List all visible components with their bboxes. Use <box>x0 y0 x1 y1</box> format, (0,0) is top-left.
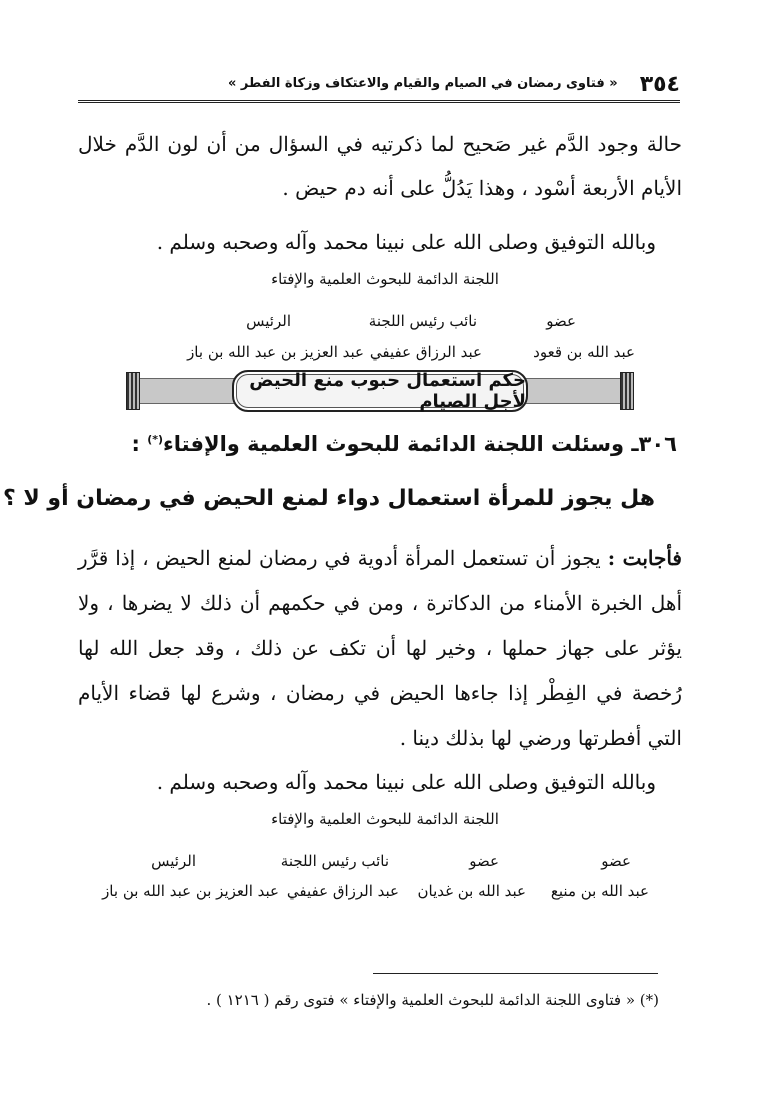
committee-name-1: اللجنة الدائمة للبحوث العلمية والإفتاء <box>271 270 499 288</box>
page-number: ٣٥٤ <box>639 72 680 97</box>
banner-title-box <box>232 370 528 412</box>
section-banner <box>126 370 634 410</box>
committee-1-title-member: عضو <box>546 312 576 330</box>
committee-2-member-3: عبد الرزاق عفيفي <box>286 882 399 900</box>
footnote-marker: (*) <box>147 433 164 446</box>
fatwa-heading <box>132 432 678 456</box>
fatwa-source: وسئلت اللجنة الدائمة للبحوث العلمية والإفتاء <box>163 432 625 456</box>
page-header <box>78 70 680 103</box>
top-paragraph: حالة وجود الدَّم غير صَحيح لما ذكرتيه في السؤال من أن لون الدَّم خلال الأيام الأربعة أسْود ، وهذا يَدُلُّ على أنه دم حيض . <box>78 132 682 200</box>
committee-2-title-vice: نائب رئيس اللجنة <box>280 852 389 870</box>
committee-2-member-4: عبد العزيز بن عبد الله بن باز <box>102 882 279 900</box>
banner-left-cap <box>126 372 140 410</box>
committee-1-member-2: عبد الرزاق عفيفي <box>369 343 482 361</box>
closing-line-1: وبالله التوفيق وصلى الله على نبينا محمد وآله وصحبه وسلم . <box>156 230 656 254</box>
banner-title: حكم استعمال حبوب منع الحيض لأجل الصيام <box>249 370 526 412</box>
fatwa-number: ٣٠٦ـ <box>631 432 677 456</box>
answer-lead: فأجابت : <box>607 546 682 570</box>
committee-2-title-member-1: عضو <box>601 852 631 870</box>
committee-1-title-vice: نائب رئيس اللجنة <box>368 312 477 330</box>
committee-1-title-chair: الرئيس <box>246 312 291 330</box>
footnote-rule <box>373 973 658 974</box>
answer-body: يجوز أن تستعمل المرأة أدوية في رمضان لمنع الحيض ، إذا قرَّر أهل الخبرة الأمناء من الدكاترة ، ومن في حكمهم أن ذلك لا يضرها ، ولا يؤثر على جهاز حملها ، وخير لها أن تكف عن ذلك ، وقد جعل الله لها رُخصة في الفِطْر إذا جاءها الحيض في رمضان ، وشرع لها قضاء الأيام التي أفطرتها ورضي لها بذلك دينا . <box>78 546 682 750</box>
committee-1-member-1: عبد الله بن قعود <box>533 343 635 361</box>
committee-name-2: اللجنة الدائمة للبحوث العلمية والإفتاء <box>271 810 499 828</box>
fatwa-answer <box>78 536 682 766</box>
running-title: « فتاوى رمضان في الصيام والقيام والاعتكاف وزكاة الفطر » <box>228 76 618 91</box>
heading-colon: : <box>131 432 140 456</box>
banner-right-cap <box>620 372 634 410</box>
committee-2-title-chair: الرئيس <box>151 852 196 870</box>
closing-line-2: وبالله التوفيق وصلى الله على نبينا محمد وآله وصحبه وسلم . <box>156 770 656 794</box>
committee-1-member-3: عبد العزيز بن عبد الله بن باز <box>187 343 364 361</box>
committee-2-member-1: عبد الله بن منيع <box>550 882 649 900</box>
footnote: (*) « فتاوى اللجنة الدائمة للبحوث العلمية والإفتاء » فتوى رقم ( ١٢١٦ ) . <box>206 991 659 1009</box>
fatwa-question: هل يجوز للمرأة استعمال دواء لمنع الحيض في رمضان أو لا ؟ <box>2 486 655 511</box>
committee-2-member-2: عبد الله بن غديان <box>417 882 526 900</box>
committee-2-title-member-2: عضو <box>469 852 499 870</box>
